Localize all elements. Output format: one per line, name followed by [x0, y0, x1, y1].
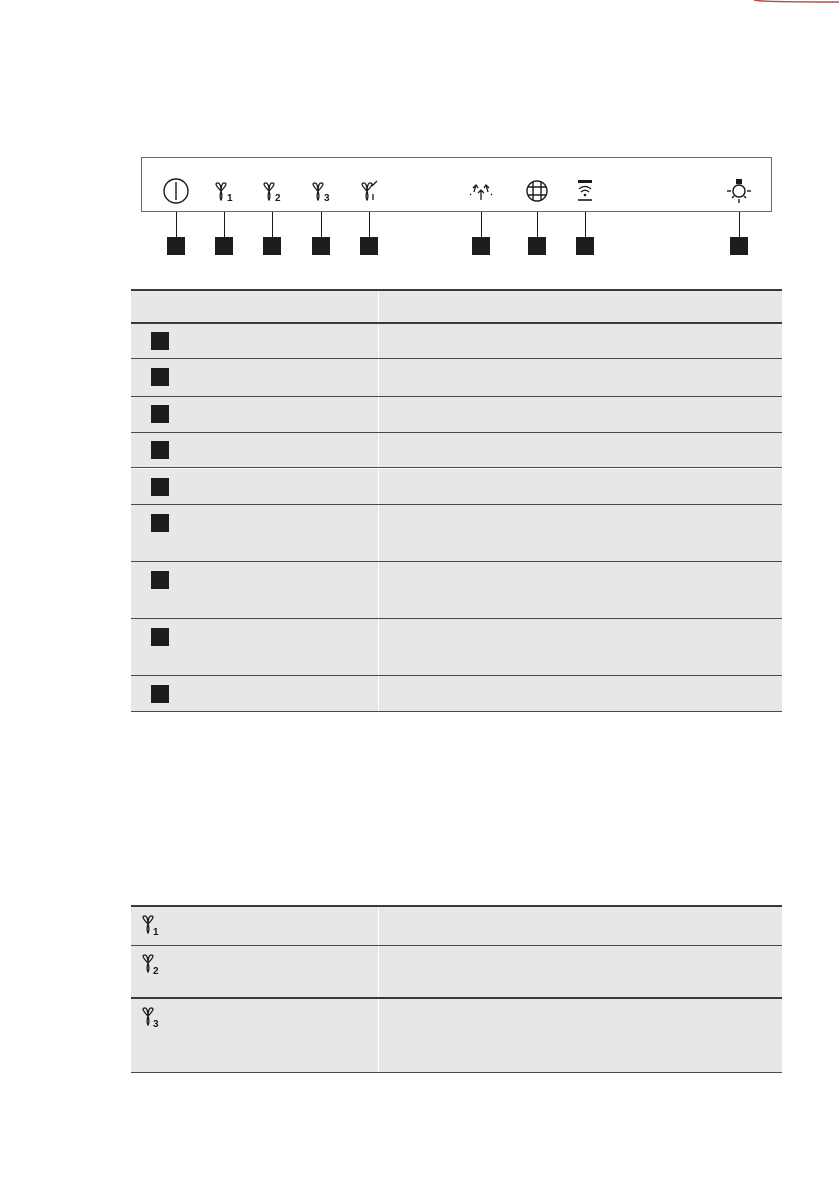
svg-text:1: 1: [153, 927, 159, 938]
svg-text:2: 2: [275, 193, 281, 204]
table-rule: [131, 711, 782, 712]
callout-marker: [151, 368, 169, 386]
callout-marker: [360, 237, 378, 255]
table-row: [131, 397, 782, 432]
table-row: [131, 359, 782, 396]
callout-leader: [369, 212, 370, 237]
callout-marker: [151, 332, 169, 350]
callout-marker: [151, 478, 169, 496]
callout-marker: [151, 571, 169, 589]
callout-leader: [272, 212, 273, 237]
fan-boost-icon[interactable]: [354, 176, 384, 206]
table-row: [131, 505, 782, 561]
column-divider: [378, 999, 379, 1072]
svg-text:2: 2: [153, 966, 159, 977]
table-header-row: [131, 291, 782, 322]
callout-marker: [151, 405, 169, 423]
page-corner-rule: [0, 0, 839, 40]
column-divider: [378, 562, 379, 618]
callout-marker: [151, 685, 169, 703]
fan-speed-3-icon[interactable]: [306, 176, 336, 206]
table-row: [131, 433, 782, 467]
callout-marker: [167, 237, 185, 255]
table-row: [131, 562, 782, 618]
callout-leader: [176, 212, 177, 237]
column-divider: [378, 505, 379, 561]
callout-leader: [224, 212, 225, 237]
column-divider: [378, 433, 379, 467]
table-rule: [131, 1072, 782, 1073]
callout-marker: [472, 237, 490, 255]
light-icon[interactable]: [724, 176, 754, 206]
callout-leader: [321, 212, 322, 237]
table-row: [131, 946, 782, 997]
fan-speed-2-icon[interactable]: [257, 176, 287, 206]
callout-leader: [481, 212, 482, 237]
fan-speed-2-icon: [137, 951, 165, 977]
callout-leader: [739, 212, 740, 237]
svg-text:3: 3: [153, 1019, 159, 1030]
callout-marker: [263, 237, 281, 255]
fan-speed-3-icon: [137, 1004, 165, 1030]
table-row: [131, 324, 782, 358]
fan-speed-1-icon: [137, 912, 165, 938]
callout-marker: [215, 237, 233, 255]
callout-leader: [537, 212, 538, 237]
callout-marker: [730, 237, 748, 255]
svg-text:3: 3: [324, 193, 330, 204]
callout-marker: [151, 441, 169, 459]
fan-speed-1-icon[interactable]: [209, 176, 239, 206]
column-divider: [378, 946, 379, 997]
table-row: [131, 469, 782, 504]
controls-table: [131, 289, 782, 712]
column-divider: [378, 907, 379, 945]
power-icon[interactable]: [161, 176, 191, 206]
table-row: [131, 907, 782, 945]
hob-to-hood-icon[interactable]: [466, 176, 496, 206]
callout-marker: [151, 628, 169, 646]
callout-marker: [576, 237, 594, 255]
grease-filter-icon[interactable]: [522, 176, 552, 206]
column-divider: [378, 291, 379, 322]
column-divider: [378, 324, 379, 358]
fan-speed-table: [131, 905, 782, 1073]
table-rule: [131, 467, 782, 468]
callout-marker: [528, 237, 546, 255]
column-divider: [378, 676, 379, 711]
column-divider: [378, 397, 379, 432]
hob-connection-icon[interactable]: [570, 176, 600, 206]
table-row: [131, 999, 782, 1072]
column-divider: [378, 619, 379, 675]
callout-marker: [151, 514, 169, 532]
table-row: [131, 676, 782, 711]
column-divider: [378, 469, 379, 504]
table-row: [131, 619, 782, 675]
callout-marker: [312, 237, 330, 255]
callout-leader: [585, 212, 586, 237]
column-divider: [378, 359, 379, 396]
svg-text:1: 1: [227, 193, 233, 204]
